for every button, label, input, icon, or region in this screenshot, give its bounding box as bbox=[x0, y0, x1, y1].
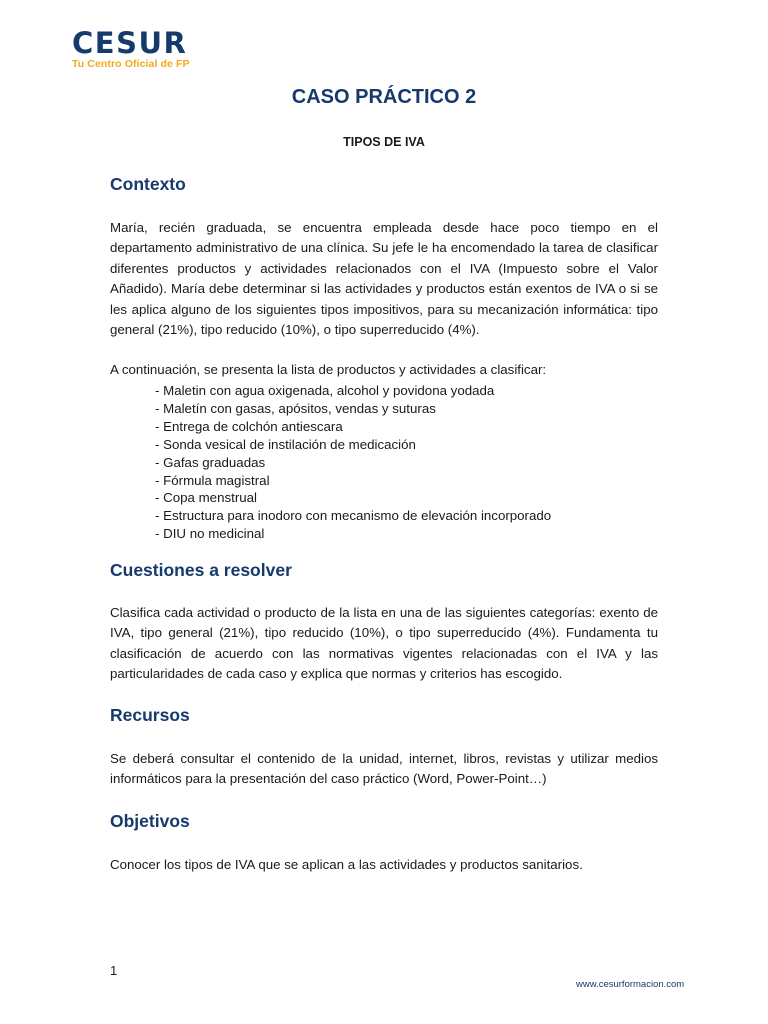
logo-wordmark: CESUR bbox=[72, 26, 188, 60]
list-item: - Fórmula magistral bbox=[155, 472, 270, 488]
list-item: - DIU no medicinal bbox=[155, 526, 265, 542]
paragraph-cuestiones: Clasifica cada actividad o producto de la lista en una de las siguientes categorías: exento de IVA, tipo general (21%), tipo reducido (10%), o tipo superreducido (4%). Fundamenta tu clasificación de acuerdo con las normativas vigentes relacionadas con el IVA y las particularidades de cada caso y explica que normas y criterios has escogido. bbox=[110, 605, 658, 682]
list-item: - Sonda vesical de instilación de medicación bbox=[155, 436, 416, 452]
list-item: - Maletín con gasas, apósitos, vendas y suturas bbox=[155, 400, 436, 416]
heading-cuestiones: Cuestiones a resolver bbox=[110, 560, 292, 580]
list-item: - Gafas graduadas bbox=[155, 454, 266, 470]
paragraph-recursos: Se deberá consultar el contenido de la unidad, internet, libros, revistas y utilizar medios informáticos para la presentación del caso práctico (Word, Power-Point…) bbox=[110, 751, 658, 787]
page-title: CASO PRÁCTICO 2 bbox=[291, 86, 477, 108]
list-item: - Copa menstrual bbox=[155, 490, 257, 506]
paragraph-contexto: María, recién graduada, se encuentra empleada desde hace poco tiempo en el departamento administrativo de una clínica. Su jefe le ha encomendado la tarea de clasificar diferentes productos y actividades relacionados con el IVA (Impuesto sobre el Valor Añadido). María debe determinar si las actividades y productos están exentos de IVA o si se les aplica alguno de los siguientes tipos impositivos, para su mecanización informática: tipo general (21%), tipo reducido (10%), o tipo superreducido (4%). bbox=[110, 220, 658, 338]
heading-recursos: Recursos bbox=[110, 705, 190, 725]
page-subtitle: TIPOS DE IVA bbox=[343, 135, 425, 149]
heading-objetivos: Objetivos bbox=[110, 811, 190, 831]
footer-url[interactable]: www.cesurformacion.com bbox=[576, 979, 685, 990]
list-intro: A continuación, se presenta la lista de productos y actividades a clasificar: bbox=[110, 362, 547, 377]
list-item: - Estructura para inodoro con mecanismo de elevación incorporado bbox=[155, 508, 552, 524]
list-item: - Maletin con agua oxigenada, alcohol y povidona yodada bbox=[155, 383, 495, 398]
cesur-logo bbox=[72, 28, 190, 70]
logo-tagline: Tu Centro Oficial de FP bbox=[72, 58, 190, 70]
product-list bbox=[155, 382, 551, 543]
list-item: - Entrega de colchón antiescara bbox=[155, 418, 343, 434]
paragraph-objetivos: Conocer los tipos de IVA que se aplican a las actividades y productos sanitarios. bbox=[110, 857, 583, 872]
heading-contexto: Contexto bbox=[110, 174, 186, 194]
page-number: 1 bbox=[110, 963, 118, 978]
